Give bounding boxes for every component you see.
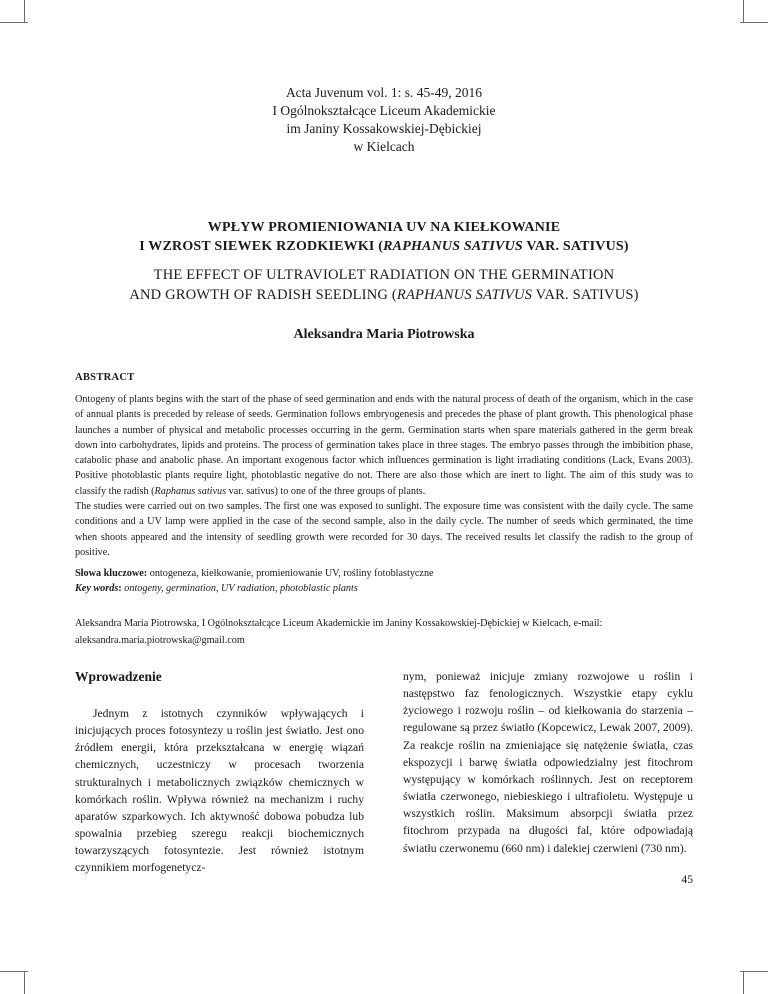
keywords-polish — [75, 566, 693, 581]
crop-mark — [24, 0, 25, 22]
school-patron: im Janiny Kossakowskiej-Dębickiej — [286, 121, 482, 136]
page-number: 45 — [681, 873, 693, 886]
body-paragraph: nym, ponieważ inicjuje zmiany rozwojowe u roślin i następstwo faz fenologicznych. Wszystkie etapy cyklu życiowego i rozwoju roślin – od kiełkowania do starzenia – regulowane są przez światło (Kopcewicz, Lewak 2007, 2009). Za reakcje roślin na zmieniające się natężenie światła, czas ekspozycji i barwę światła odpowiedzialny jest fitochrom występujący w komórkach roślinnych. Jest on receptorem światła czerwonego, niebieskiego i ultrafioletu. Występuje u wszystkich roślin. Maksimum absorpcji światła przez fitochrom przypada na długości fal, które odpowiadają światłu czerwonemu (660 nm) i dalekiej czerwieni (730 nm). — [403, 670, 693, 855]
keywords-english — [75, 581, 693, 596]
affiliation-text: Aleksandra Maria Piotrowska, I Ogólnokształcące Liceum Akademickie im Janiny Kossakowskiej-Dębickiej w Kielcach, e-mail: — [75, 618, 603, 629]
crop-mark — [740, 971, 768, 972]
abstract-body — [75, 392, 693, 560]
crop-mark — [740, 22, 768, 23]
abstract-text-end: var. sativus) to one of the three groups of plants. — [226, 485, 426, 497]
abstract-paragraph-1 — [75, 392, 693, 499]
keywords-polish-text: ontogeneza, kiełkowanie, promieniowanie UV, rośliny fotoblastyczne — [147, 568, 434, 579]
title-polish-line-2 — [0, 237, 768, 256]
title-polish-text: I WZROST SIEWEK RZODKIEWKI ( — [139, 239, 384, 254]
abstract-species: Raphanus sativus — [154, 485, 227, 497]
crop-mark — [0, 22, 28, 23]
abstract-text: Ontogeny of plants begins with the start of the phase of seed germination and ends with the natural process of death of the organism, which in the case of annual plants is preceded by release of seeds. Germination follows embryogenesis and precedes the phase of plant growth. This phenological phase launches a number of physical and metabolic processes occurring in the germ. Germination starts when spare materials gathered in the germ break down into carbohydrates, lipids and proteins. The process of germination takes place in three stages. The embryo passes through the imbibition phase, catabolic phase and anabolic phase. An important exogenous factor which influences germination is light irradiating conditions (Lack, Evans 2003). Positive photoblastic plants require light, photoblastic negative do not. There are also those which are inert to light. The aim of this study was to classify the radish ( — [75, 394, 693, 497]
body-column-left — [75, 668, 364, 877]
title-polish-text-end: VAR. SATIVUS) — [522, 239, 629, 254]
title-english — [0, 265, 768, 305]
school-city: w Kielcach — [353, 139, 415, 154]
crop-mark — [743, 0, 744, 22]
keywords — [75, 566, 693, 597]
title-english-line-2 — [0, 285, 768, 305]
author-name: Aleksandra Maria Piotrowska — [293, 327, 475, 342]
journal-header — [0, 84, 768, 156]
title-english-line-1: THE EFFECT OF ULTRAVIOLET RADIATION ON THE GERMINATION — [153, 267, 615, 283]
abstract-heading: ABSTRACT — [75, 372, 135, 383]
crop-mark — [0, 971, 28, 972]
section-heading: Wprowadzenie — [75, 669, 162, 684]
title-english-species: RAPHANUS SATIVUS — [396, 287, 533, 303]
title-polish-species: RAPHANUS SATIVUS — [383, 239, 523, 254]
title-english-text-end: VAR. SATIVUS) — [532, 287, 639, 303]
keywords-english-label: Key words — [75, 583, 119, 595]
title-english-text: AND GROWTH OF RADISH SEEDLING ( — [129, 287, 397, 303]
school-name: I Ogólnokształcące Liceum Akademickie — [272, 103, 496, 118]
author-affiliation — [75, 615, 715, 649]
keywords-polish-label: Słowa kluczowe: — [75, 568, 148, 579]
abstract-paragraph-2: The studies were carried out on two samples. The first one was exposed to sunlight. The exposure time was consistent with the daily cycle. The same conditions and a UV lamp were applied in the case of the second sample, also in the daily cycle. The number of seeds which germinated, the time when shoots appeared and the intensity of seedling growth were recorded for 30 days. The received results let classify the radish to the group of positive. — [75, 501, 693, 558]
crop-mark — [743, 972, 744, 994]
email-link[interactable]: aleksandra.maria.piotrowska@gmail.com — [75, 635, 245, 646]
title-polish — [0, 218, 768, 256]
body-paragraph: Jednym z istotnych czynników wpływających i inicjujących proces fotosyntezy u roślin jest światło. Jest ono źródłem energii, która przekształcana w energię wiązań chemicznych, uczestniczy w procesach tworzenia strukturalnych i metabolicznych związków chemicznych w komórkach roślin. Wpływa również na mechanizm i ruchy aparatów szparkowych. Ich aktywność dobowa pobudza lub spowalnia przebieg szeregu reakcji biochemicznych towarzyszących fotosyntezie. Jest również istotnym czynnikiem morfogenetycz- — [75, 707, 364, 875]
crop-mark — [24, 972, 25, 994]
keywords-english-colon: : — [118, 583, 125, 595]
keywords-english-text: ontogeny, germination, UV radiation, photoblastic plants — [124, 583, 358, 595]
title-polish-line-1: WPŁYW PROMIENIOWANIA UV NA KIEŁKOWANIE — [207, 220, 561, 235]
body-column-right — [403, 668, 693, 857]
journal-citation: Acta Juvenum vol. 1: s. 45-49, 2016 — [285, 85, 483, 100]
